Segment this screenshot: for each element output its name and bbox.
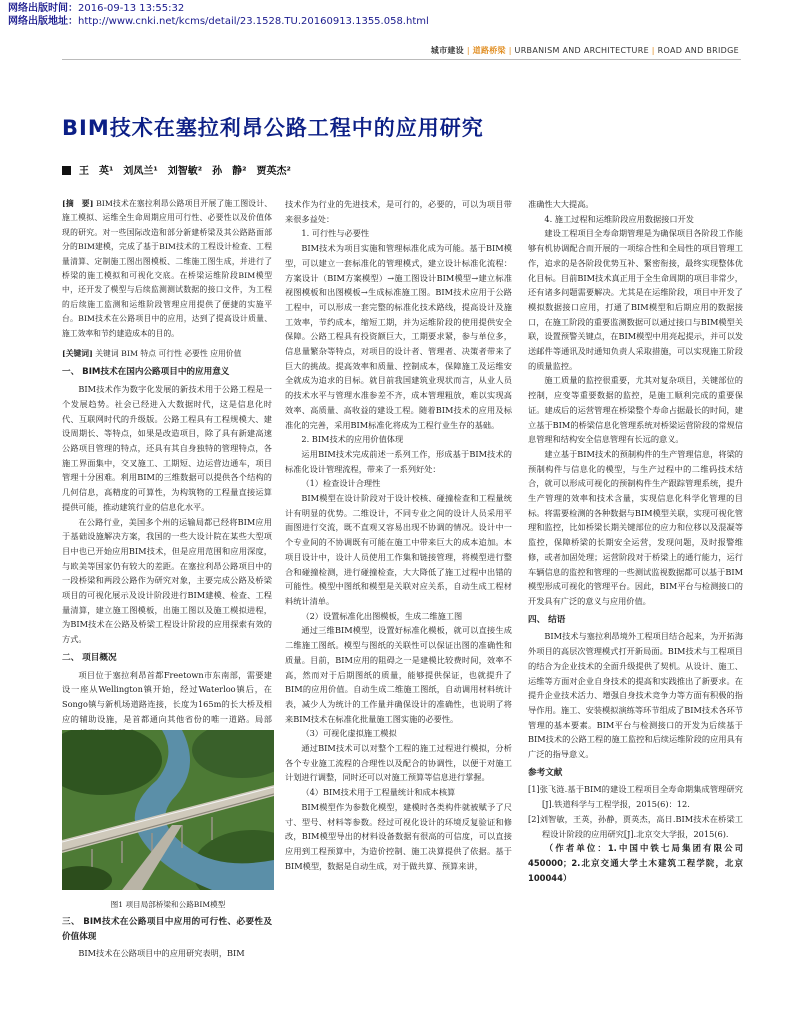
pub-url[interactable]: http://www.cnki.net/kcms/detail/23.1528.TU.20160913.1355.058.html bbox=[78, 16, 429, 27]
figure-1-bim-model bbox=[62, 730, 274, 890]
reference-item: [1]张飞涟.基于BIM的建设工程项目全寿命期集成管理研究[J].铁道科学与工程学报，2015(6)：12. bbox=[528, 784, 743, 810]
pub-url-label: 网络出版地址： bbox=[8, 16, 78, 27]
subheading: （2）设置标准化出图模板，生成二维施工图 bbox=[301, 610, 463, 621]
header-divider bbox=[62, 59, 741, 60]
subheading: （1）检查设计合理性 bbox=[301, 478, 381, 489]
subheading: 1. 可行性与必要性 bbox=[301, 228, 370, 239]
subsection-cn: 道路桥梁 bbox=[472, 46, 506, 55]
abstract bbox=[62, 197, 272, 341]
section-3-title: 三、 BIM技术在公路项目中应用的可行性、必要性及价值体现 bbox=[62, 917, 272, 942]
paragraph: 通过三维BIM模型，设置好标准化模板，就可以直接生成二维施工图纸。模型与图纸的关联性可以保证出图的准确性和质量。目前，BIM应用的阻碍之一是建模比较费时间，效率不高，然而对于后期图纸的质量，能够提供保证，也就提升了BIM的应用价值。自动生成二维施工图纸，自动调用材料统计表，减少人为统计的工作量并确保设计的准确性，也说明了将来BIM技术在标准化批量施工图实施的必要性。 bbox=[285, 625, 512, 724]
column-3 bbox=[528, 197, 743, 885]
abstract-text: BIM技术在塞拉利昂公路项目开展了施工图设计、施工模拟、运维全生命周期应用可行性、必要性以及价值体现的研究。对一些国际改造和部分新建桥梁及其公路路面部分的BIM建模，完成了基于BIM技术的工程设计检查、工程量清算、定制施工图出图模板、二维施工图生成，并进行了桥梁的施工模拟和可视化交底。在桥梁运维阶段BIM模型中，还开发了模型与后续监测测试数据的接口文件，为工程的后续施工监测和运维阶段管理应用提供了便捷的实施平台。BIM技术在公路项目中的应用，达到了提高设计质量、施工效率和节约建造成本的目的。 bbox=[62, 199, 272, 338]
section-1-title: 一、 BIM技术在国内公路项目中的应用意义 bbox=[62, 367, 230, 378]
section-en2: ROAD AND BRIDGE bbox=[657, 46, 739, 55]
column-2 bbox=[285, 197, 512, 873]
section-4-title: 四、 结语 bbox=[528, 614, 566, 625]
keywords-label: [关键词] bbox=[62, 349, 93, 359]
paper-title: BIM技术在塞拉利昂公路工程中的应用研究 bbox=[62, 116, 484, 140]
figure-1-caption: 图1 项目局部桥梁和公路BIM模型 bbox=[110, 900, 226, 909]
paragraph: 通过BIM技术可以对整个工程的施工过程进行模拟，分析各个专业施工流程的合理性以及配合的协调性，以便于对施工计划进行调整，同时还可以对施工预算等信息进行掌握。 bbox=[285, 743, 512, 783]
subheading: 2. BIM技术的应用价值体现 bbox=[301, 434, 404, 445]
author-line bbox=[62, 162, 291, 177]
references-title: 参考文献 bbox=[528, 767, 563, 778]
paragraph: 技术作为行业的先进技术，是可行的，必要的，可以为项目带来很多益处： bbox=[285, 199, 512, 224]
paragraph: BIM技术与塞拉利昂境外工程项目结合起来，为开拓海外项目的高层次管理模式打开新局面。BIM技术与工程项目的结合为企业技术的全面升级提供了契机。从设计、施工、运维等方面对企业自身技术的提高和实践推出了新要求。在提升企业技术活力、增强自身技术竞争力等方面有积极的指导作用。施工、安装模拟演练等环节组成了BIM技术各环节管理的基本要素。BIM平台与检测接口的开发为后续基于BIM技术的公路工程的施工监控和后续运维阶段的应用具有广泛的指导意义。 bbox=[528, 631, 743, 760]
subheading: （4）BIM技术用于工程量统计和成本核算 bbox=[301, 787, 456, 798]
subheading: 4. 施工过程和运维阶段应用数据接口开发 bbox=[544, 213, 694, 224]
section-en: URBANISM AND ARCHITECTURE bbox=[514, 46, 649, 55]
subheading: （3）可视化虚拟施工模拟 bbox=[301, 728, 397, 739]
paragraph: BIM模型作为参数化模型，建模时各类构件就被赋予了尺寸、型号、材料等参数。经过可视化设计的环境反复验证和修改，BIM模型导出的材料设备数据有很高的可信度，可以直接应用到工程预算中，为造价控制、施工决算提供了依据。基于BIM模型，数据是自动生成，对于做共算、预算来讲， bbox=[285, 801, 512, 871]
section-cn: 城市建设 bbox=[430, 46, 464, 55]
paragraph: 运用BIM技术完成前述一系列工作，形成基于BIM技术的标准化设计管理流程，带来了一系列好处： bbox=[285, 448, 512, 474]
paragraph: 准确性大大提高。 bbox=[528, 199, 594, 209]
paragraph: 建立基于BIM技术的预制构件的生产管理信息，将梁的预制构件与信息化的模型，与生产过程中的二维码技术结合，就可以形成可视化的预制构件生产跟踪管理系统，提升生产管理的效率和技术含量，实现信息化科学化管理的目标。将需要检测的各种数据与BIM模型关联，实现可视化管理和监控，比如桥梁长期关键部位的应力和位移以及混凝等监控，保障桥梁的长期安全运营，发现问题，及时报警维修，或者加固处理；运营阶段对于桥梁上的通行能力，运行车辆信息的监控和管理的一些测试监视数据都可以基于BIM模型形成可视化的管理平台。因此，BIM平台与检测接口的开发具有广泛的意义与应用价值。 bbox=[528, 448, 743, 606]
paragraph: 项目位于塞拉利昂首都Freetown市东南部，需要建设一座从Wellington镇开始，经过Waterloo镇后，在Songo镇与新机场道路连接，长度为165m的长大桥及相应的辅助设施，是首都通向其他省份的唯一道路。局部 bbox=[62, 669, 272, 724]
keywords-text: 关键词 BIM 特点 可行性 必要性 应用价值 bbox=[95, 349, 242, 359]
paragraph: 施工质量的监控很重要，尤其对复杂项目，关键部位的控制，应变等重要数据的监控，是施工顺利完成的重要保证。建成后的运营管理在桥梁整个寿命占据最长的时间，建立基于BIM的桥梁信息化管理系统对桥梁运营阶段的常规信息管理和结构安全信息管理有长远的意义。 bbox=[528, 375, 743, 445]
abstract-label: [摘 要] bbox=[62, 199, 94, 208]
author-affiliation: （作者单位：1.中国中铁七局集团有限公司 450000；2.北京交通大学土木建筑工程学院，北京 100044） bbox=[528, 843, 743, 883]
paragraph: BIM技术为项目实施和管理标准化成为可能。基于BIM模型，可以建立一套标准化的管理模式，建立设计标准化流程：方案设计（BIM方案模型）→施工图设计BIM模型→建立标准视图模板和出图模板→生成标准施工图。BIM技术应用于公路工程中，可以形成一套完整的标准化技术路线，提高设计及施工效率，节约成本，缩短工期，并为运维阶段的使用提供安全保障。公路工程具有投资额巨大，工期要求紧，参与单位多，信息量繁杂等特点，对项目的设计者、管理者、决策者带来了巨大的挑战。提高效率和质量、控制成本，保障施工及运维安全就成为追求的目标。就目前我国建筑业现状而言，从业人员的技术水平与管理水准参差不齐，成本管理粗放，难以实现高效率、高质量、高收益的建设工程。随着BIM技术的应用及标准化的完善，采用BIM标准化将成为工程行业生存的基础。 bbox=[285, 243, 512, 430]
pub-time-label: 网络出版时间： bbox=[8, 3, 78, 14]
authors: 王 英¹ 刘凤兰¹ 刘智敏² 孙 静² 贾英杰² bbox=[79, 166, 291, 177]
paragraph: 建设工程项目全寿命期管理是为确保项目各阶段工作能够有机协调配合而开展的一项综合性和全局性的项目管理工作，追求的是各阶段优势互补、緊密衔接，最终实现整体优化目标。目前BIM技术真正用于全生命周期的项目非常少，还有诸多问题需要解决。尤其是在运维阶段，项目中开发了模拟数据接口应用，打通了BIM模型和后期应用的数据接口，在施工阶段的重要监测数据可以通过接口与BIM模型关联，设置预警关键点，在BIM模型中用亮起提示，并可以发送邮件等通讯及时通知负责人采取措施，可以实现施工阶段的质量监控。 bbox=[528, 228, 743, 371]
column-1-bottom bbox=[62, 911, 272, 961]
section-2-title: 二、 项目概况 bbox=[62, 652, 117, 663]
keywords bbox=[62, 347, 272, 361]
paragraph: BIM模型在设计阶段对于设计校核、碰撞检查和工程量统计有明显的优势。二维设计，不同专业之间的设计人员采用平面图进行交流，既不直观又容易出现不协调的情况。设计中一个专业间的不协调既有可能在施工中带来巨大的成本追加。本项目设计中，设计人员使用工作集和链接管理，将模型进行整合和碰撞检测，进行碰撞检查，大大降低了施工过程中出错的可能性。模型中图纸和模型是关联对应关系，自动生成工程材料统计清单。 bbox=[285, 493, 512, 606]
journal-section-header: 城市建设 | 道路桥梁 | URBANISM AND ARCHITECTURE | ROAD AND BRIDGE bbox=[430, 46, 739, 55]
pub-time: 2016-09-13 13:55:32 bbox=[78, 3, 185, 14]
square-bullet-icon bbox=[62, 166, 71, 175]
column-1 bbox=[62, 197, 272, 741]
net-publication-info bbox=[8, 2, 429, 28]
bridge-road-render-image bbox=[62, 730, 274, 890]
paragraph: BIM技术作为数字化发展的新技术用于公路工程是一个发展趋势。社会已经进入大数据时代，这是信息化时代、互联网时代的升级版。公路工程具有工程规模大、建设周期长、等特点，如果是改造项目，除了具有新建高速公路项目管理的特点，还具有其自身独特的管理特点，各施工界面集中，交叉施工、工期短、边运营边通车，项目管理十分困难。利用BIM的三维数据可以提供各个结构的几何信息，高精度的可算性，为构筑物的工程量直接运算提供可能，推动建筑行业的信息化水平。 bbox=[62, 384, 272, 512]
paragraph: BIM技术在公路项目中的应用研究表明，BIM bbox=[78, 948, 245, 959]
reference-item: [2]刘智敏，王英，孙静，贾英杰，高日.BIM技术在桥梁工程设计阶段的应用研究[J].北京交大学报，2015(6). bbox=[528, 813, 743, 839]
paragraph: 在公路行业，美国多个州的运输局都已经将BIM应用于基础设施解决方案，我国的一些大设计院在某些大型项目中也已开始应用BIM技术，但是应用范围和应用深度，与欧美等国家仍有较大的差距。在塞拉利昂公路项目中的一段桥梁和两段公路作为研究对象，主要完成公路及桥梁项目的可视化展示及设计阶段进行BIM建模、检查、工程量清算，建立施工图模板，出施工图以及施工模拟进程，为BIM技术在公路及桥梁工程设计阶段的应用探索有效的方式。 bbox=[62, 516, 272, 645]
